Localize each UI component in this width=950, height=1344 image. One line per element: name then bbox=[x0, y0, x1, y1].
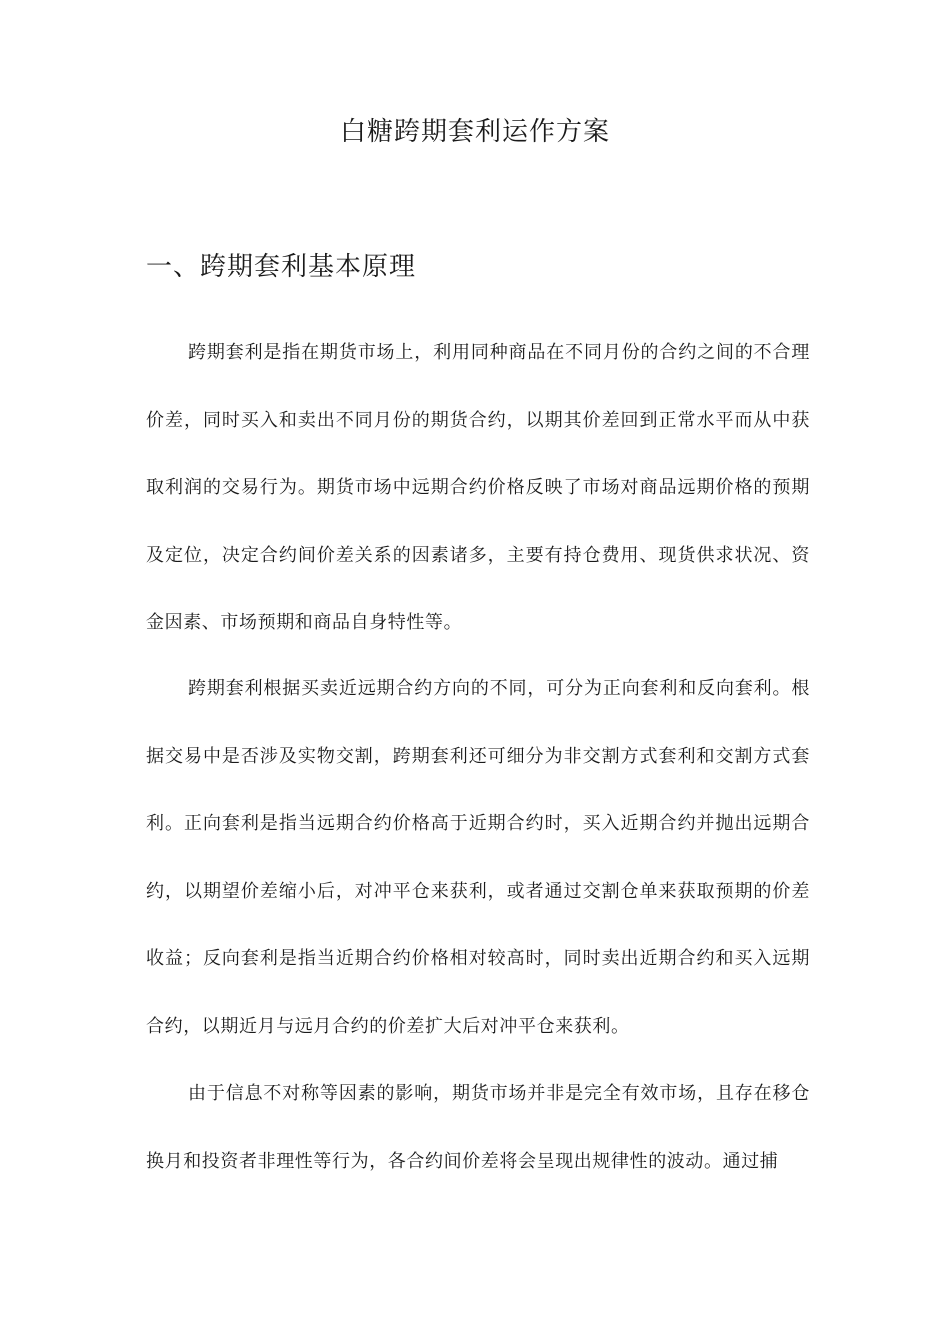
body-paragraph: 跨期套利是指在期货市场上，利用同种商品在不同月份的合约之间的不合理价差，同时买入和卖出不同月份的期货合约，以期其价差回到正常水平而从中获取利润的交易行为。期货市场中远期合约价格反映了市场对商品远期价格的预期及定位，决定合约间价差关系的因素诸多，主要有持仓费用、现货供求状况、资金因素、市场预期和商品自身特性等。 bbox=[146, 342, 810, 633]
body-paragraph: 跨期套利根据买卖近远期合约方向的不同，可分为正向套利和反向套利。根据交易中是否涉及实物交割，跨期套利还可细分为非交割方式套利和交割方式套利。正向套利是指当远期合约价格高于近期合约时，买入近期合约并抛出远期合约，以期望价差缩小后，对冲平仓来获利，或者通过交割仓单来获取预期的价差收益；反向套利是指当近期合约价格相对较高时，同时卖出近期合约和买入远期合约，以期近月与远月合约的价差扩大后对冲平仓来获利。 bbox=[146, 678, 810, 1037]
section-heading: 一、跨期套利基本原理 bbox=[146, 252, 417, 282]
body-paragraph: 由于信息不对称等因素的影响，期货市场并非是完全有效市场，且存在移仓换月和投资者非理性等行为，各合约间价差将会呈现出规律性的波动。通过捕 bbox=[146, 1083, 810, 1172]
document-title: 白糖跨期套利运作方案 bbox=[339, 117, 610, 147]
